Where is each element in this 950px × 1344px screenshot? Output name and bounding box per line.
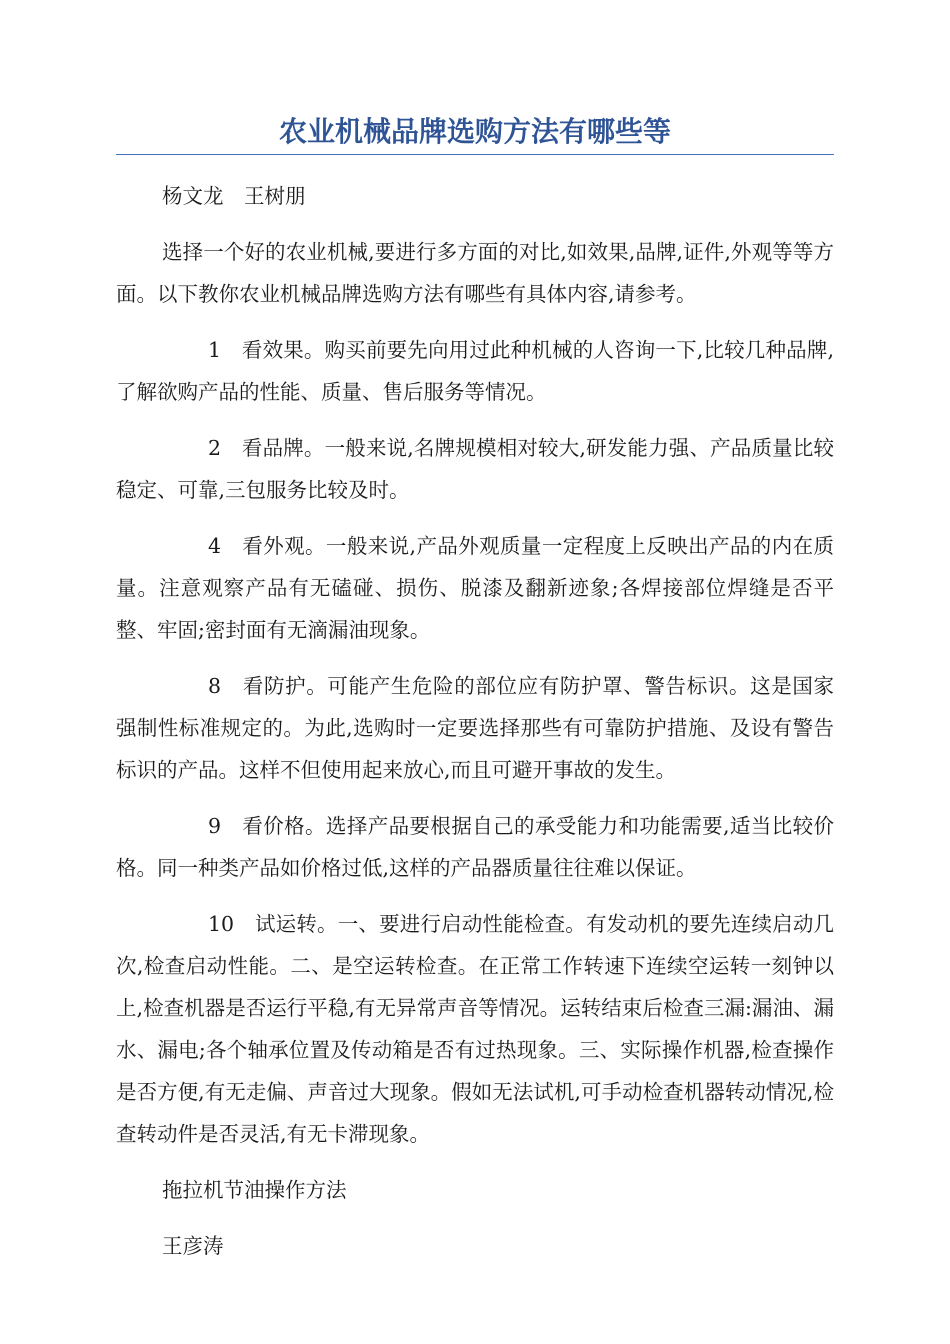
next-article-author: 王彦涛: [162, 1234, 224, 1258]
item-text: 看价格。选择产品要根据自己的承受能力和功能需要,适当比较价格。同一种类产品如价格过低,这样的产品器质量往往难以保证。: [116, 814, 835, 880]
list-item: [116, 903, 834, 1155]
item-number: 4: [208, 534, 222, 558]
page-title: 农业机械品牌选购方法有哪些等: [116, 112, 834, 155]
item-text: 看防护。可能产生危险的部位应有防护罩、警告标识。这是国家强制性标准规定的。为此,选购时一定要选择那些有可靠防护措施、及设有警告标识的产品。这样不但使用起来放心,而且可避开事故的发生。: [116, 674, 835, 782]
item-number: 9: [208, 814, 222, 838]
item-text: 看品牌。一般来说,名牌规模相对较大,研发能力强、产品质量比较稳定、可靠,三包服务比较及时。: [116, 436, 835, 502]
item-number: 10: [208, 912, 235, 936]
item-number: 1: [208, 338, 222, 362]
item-number: 8: [208, 674, 222, 698]
item-text: 看效果。购买前要先向用过此种机械的人咨询一下,比较几种品牌,了解欲购产品的性能、质量、售后服务等情况。: [116, 338, 835, 404]
list-item: [116, 525, 834, 651]
intro-paragraph: 选择一个好的农业机械,要进行多方面的对比,如效果,品牌,证件,外观等等方面。以下教你农业机械品牌选购方法有哪些有具体内容,请参考。: [116, 240, 834, 306]
list-item: [116, 665, 834, 791]
list-item: [116, 329, 834, 413]
item-list: [116, 329, 834, 1155]
list-item: [116, 805, 834, 889]
author-line: 杨文龙 王树朋: [162, 184, 306, 208]
list-item: [116, 427, 834, 511]
next-article-title: 拖拉机节油操作方法: [162, 1178, 347, 1202]
item-text: 看外观。一般来说,产品外观质量一定程度上反映出产品的内在质量。注意观察产品有无磕碰、损伤、脱漆及翻新迹象;各焊接部位焊缝是否平整、牢固;密封面有无滴漏油现象。: [116, 534, 835, 642]
item-text: 试运转。一、要进行启动性能检查。有发动机的要先连续启动几次,检查启动性能。二、是空运转检查。在正常工作转速下连续空运转一刻钟以上,检查机器是否运行平稳,有无异常声音等情况。运转结束后检查三漏:漏油、漏水、漏电;各个轴承位置及传动箱是否有过热现象。三、实际操作机器,检查操作是否方便,有无走偏、声音过大现象。假如无法试机,可手动检查机器转动情况,检查转动件是否灵活,有无卡滞现象。: [116, 912, 835, 1146]
item-number: 2: [208, 436, 222, 460]
